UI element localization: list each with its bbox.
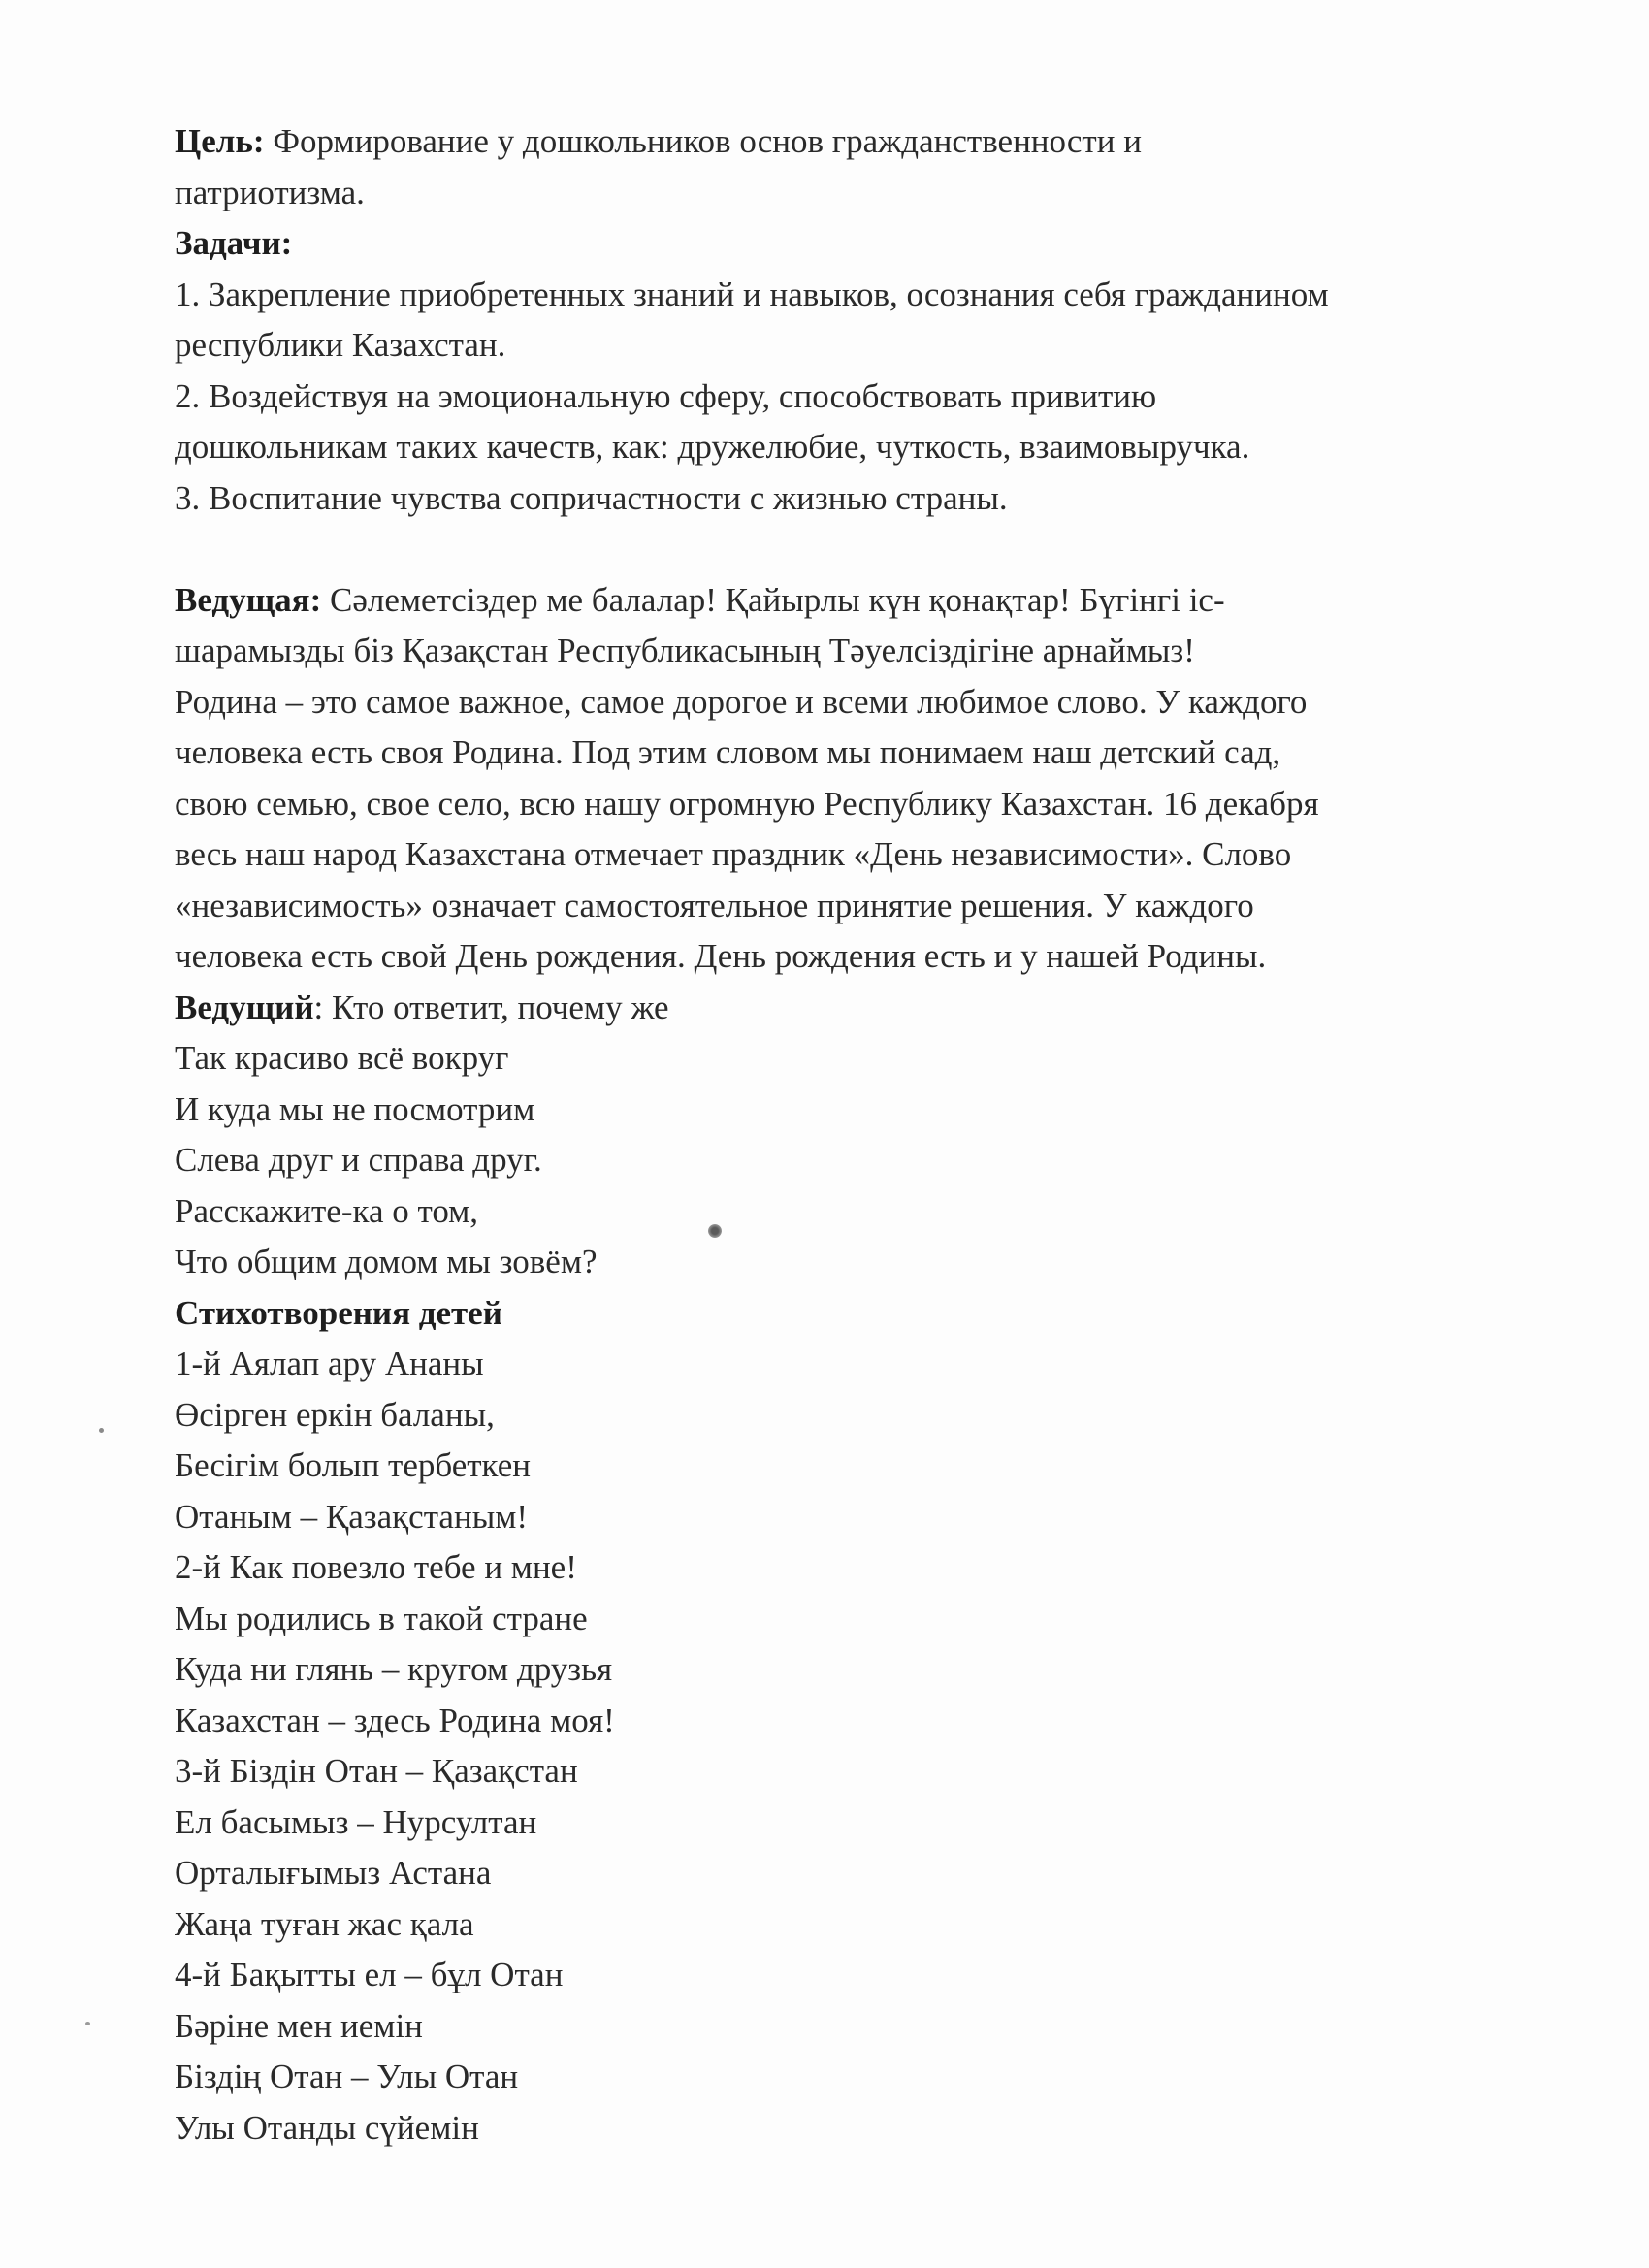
host-female-line: человека есть своя Родина. Под этим словом мы понимаем наш детский сад, (175, 733, 1281, 771)
host-female-line: шарамызды біз Қазақстан Республикасының Тәуелсіздігіне арнаймыз! (175, 632, 1195, 669)
poem-line: Өсірген еркін баланы, (175, 1395, 495, 1434)
poem-line: 4-й Бақытты ел – бұл Отан (175, 1956, 564, 1993)
host-female-text: Сәлеметсіздер ме балалар! Қайырлы күн қонақтар! Бүгінгі іс- (321, 580, 1225, 619)
host-male-line: Слева друг и справа друг. (175, 1141, 542, 1179)
host-male-label: Ведущий (175, 988, 314, 1026)
goal-paragraph (175, 116, 1494, 168)
poem-line: Бесігім болып тербеткен (175, 1446, 531, 1484)
host-male-paragraph (175, 983, 1494, 1034)
task-line: республики Казахстан. (175, 326, 506, 364)
host-male-text: : Кто ответит, почему же (313, 988, 669, 1026)
tasks-heading: Задачи: (175, 224, 293, 262)
task-line: 1. Закрепление приобретенных знаний и навыков, осознания себя гражданином (175, 275, 1329, 313)
host-female-line: человека есть свой День рождения. День рождения есть и у нашей Родины. (175, 937, 1267, 975)
host-female-line: свою семью, свое село, всю нашу огромную Республику Казахстан. 16 декабря (175, 784, 1319, 823)
host-female-line: Родина – это самое важное, самое дорогое и всеми любимое слово. У каждого (175, 682, 1308, 721)
poem-line: 2-й Как повезло тебе и мне! (175, 1548, 577, 1586)
scan-speck (99, 1428, 104, 1433)
host-female-line: весь наш народ Казахстана отмечает праздник «День независимости». Слово (175, 835, 1292, 873)
poem-line: Улы Отанды сүйемін (175, 2108, 479, 2147)
host-female-line: «независимость» означает самостоятельное принятие решения. У каждого (175, 886, 1254, 924)
host-male-line: Так красиво всё вокруг (175, 1039, 509, 1077)
poem-line: Ел басымыз – Нурсултан (175, 1802, 537, 1841)
poem-line: 3-й Біздін Отан – Қазақстан (175, 1752, 578, 1790)
poem-line: Біздің Отан – Улы Отан (175, 2057, 519, 2095)
task-line: 3. Воспитание чувства сопричастности с жизнью страны. (175, 478, 1008, 517)
poem-line: Отаным – Қазақстаным! (175, 1497, 529, 1536)
poem-line: Куда ни глянь – кругом друзья (175, 1650, 613, 1688)
scan-speck (708, 1224, 722, 1238)
poem-line: Казахстан – здесь Родина моя! (175, 1701, 615, 1739)
paragraph-gap (175, 524, 1494, 575)
poems-heading: Стихотворения детей (175, 1293, 502, 1332)
poem-line: Бәріне мен иемін (175, 2006, 423, 2045)
host-female-paragraph (175, 575, 1494, 627)
host-male-line: Расскажите-ка о том, (175, 1191, 479, 1230)
poem-line: Жаңа туған жас қала (175, 1904, 474, 1943)
document-body (175, 116, 1494, 2154)
goal-label: Цель: (175, 122, 265, 160)
scan-speck (85, 2022, 90, 2025)
task-line: 2. Воздействуя на эмоциональную сферу, способствовать привитию (175, 376, 1157, 415)
poem-line: Мы родились в такой стране (175, 1599, 588, 1637)
poem-line: 1-й Аялап ару Ананы (175, 1345, 484, 1382)
poem-line: Орталығымыз Астана (175, 1854, 492, 1892)
host-female-label: Ведущая: (175, 580, 322, 619)
task-line: дошкольникам таких качеств, как: дружелюбие, чуткость, взаимовыручка. (175, 428, 1250, 466)
host-male-line: Что общим домом мы зовём? (175, 1243, 598, 1280)
goal-text-continued: патриотизма. (175, 173, 365, 211)
goal-text: Формирование у дошкольников основ гражданственности и (264, 122, 1142, 160)
host-male-line: И куда мы не посмотрим (175, 1089, 535, 1128)
